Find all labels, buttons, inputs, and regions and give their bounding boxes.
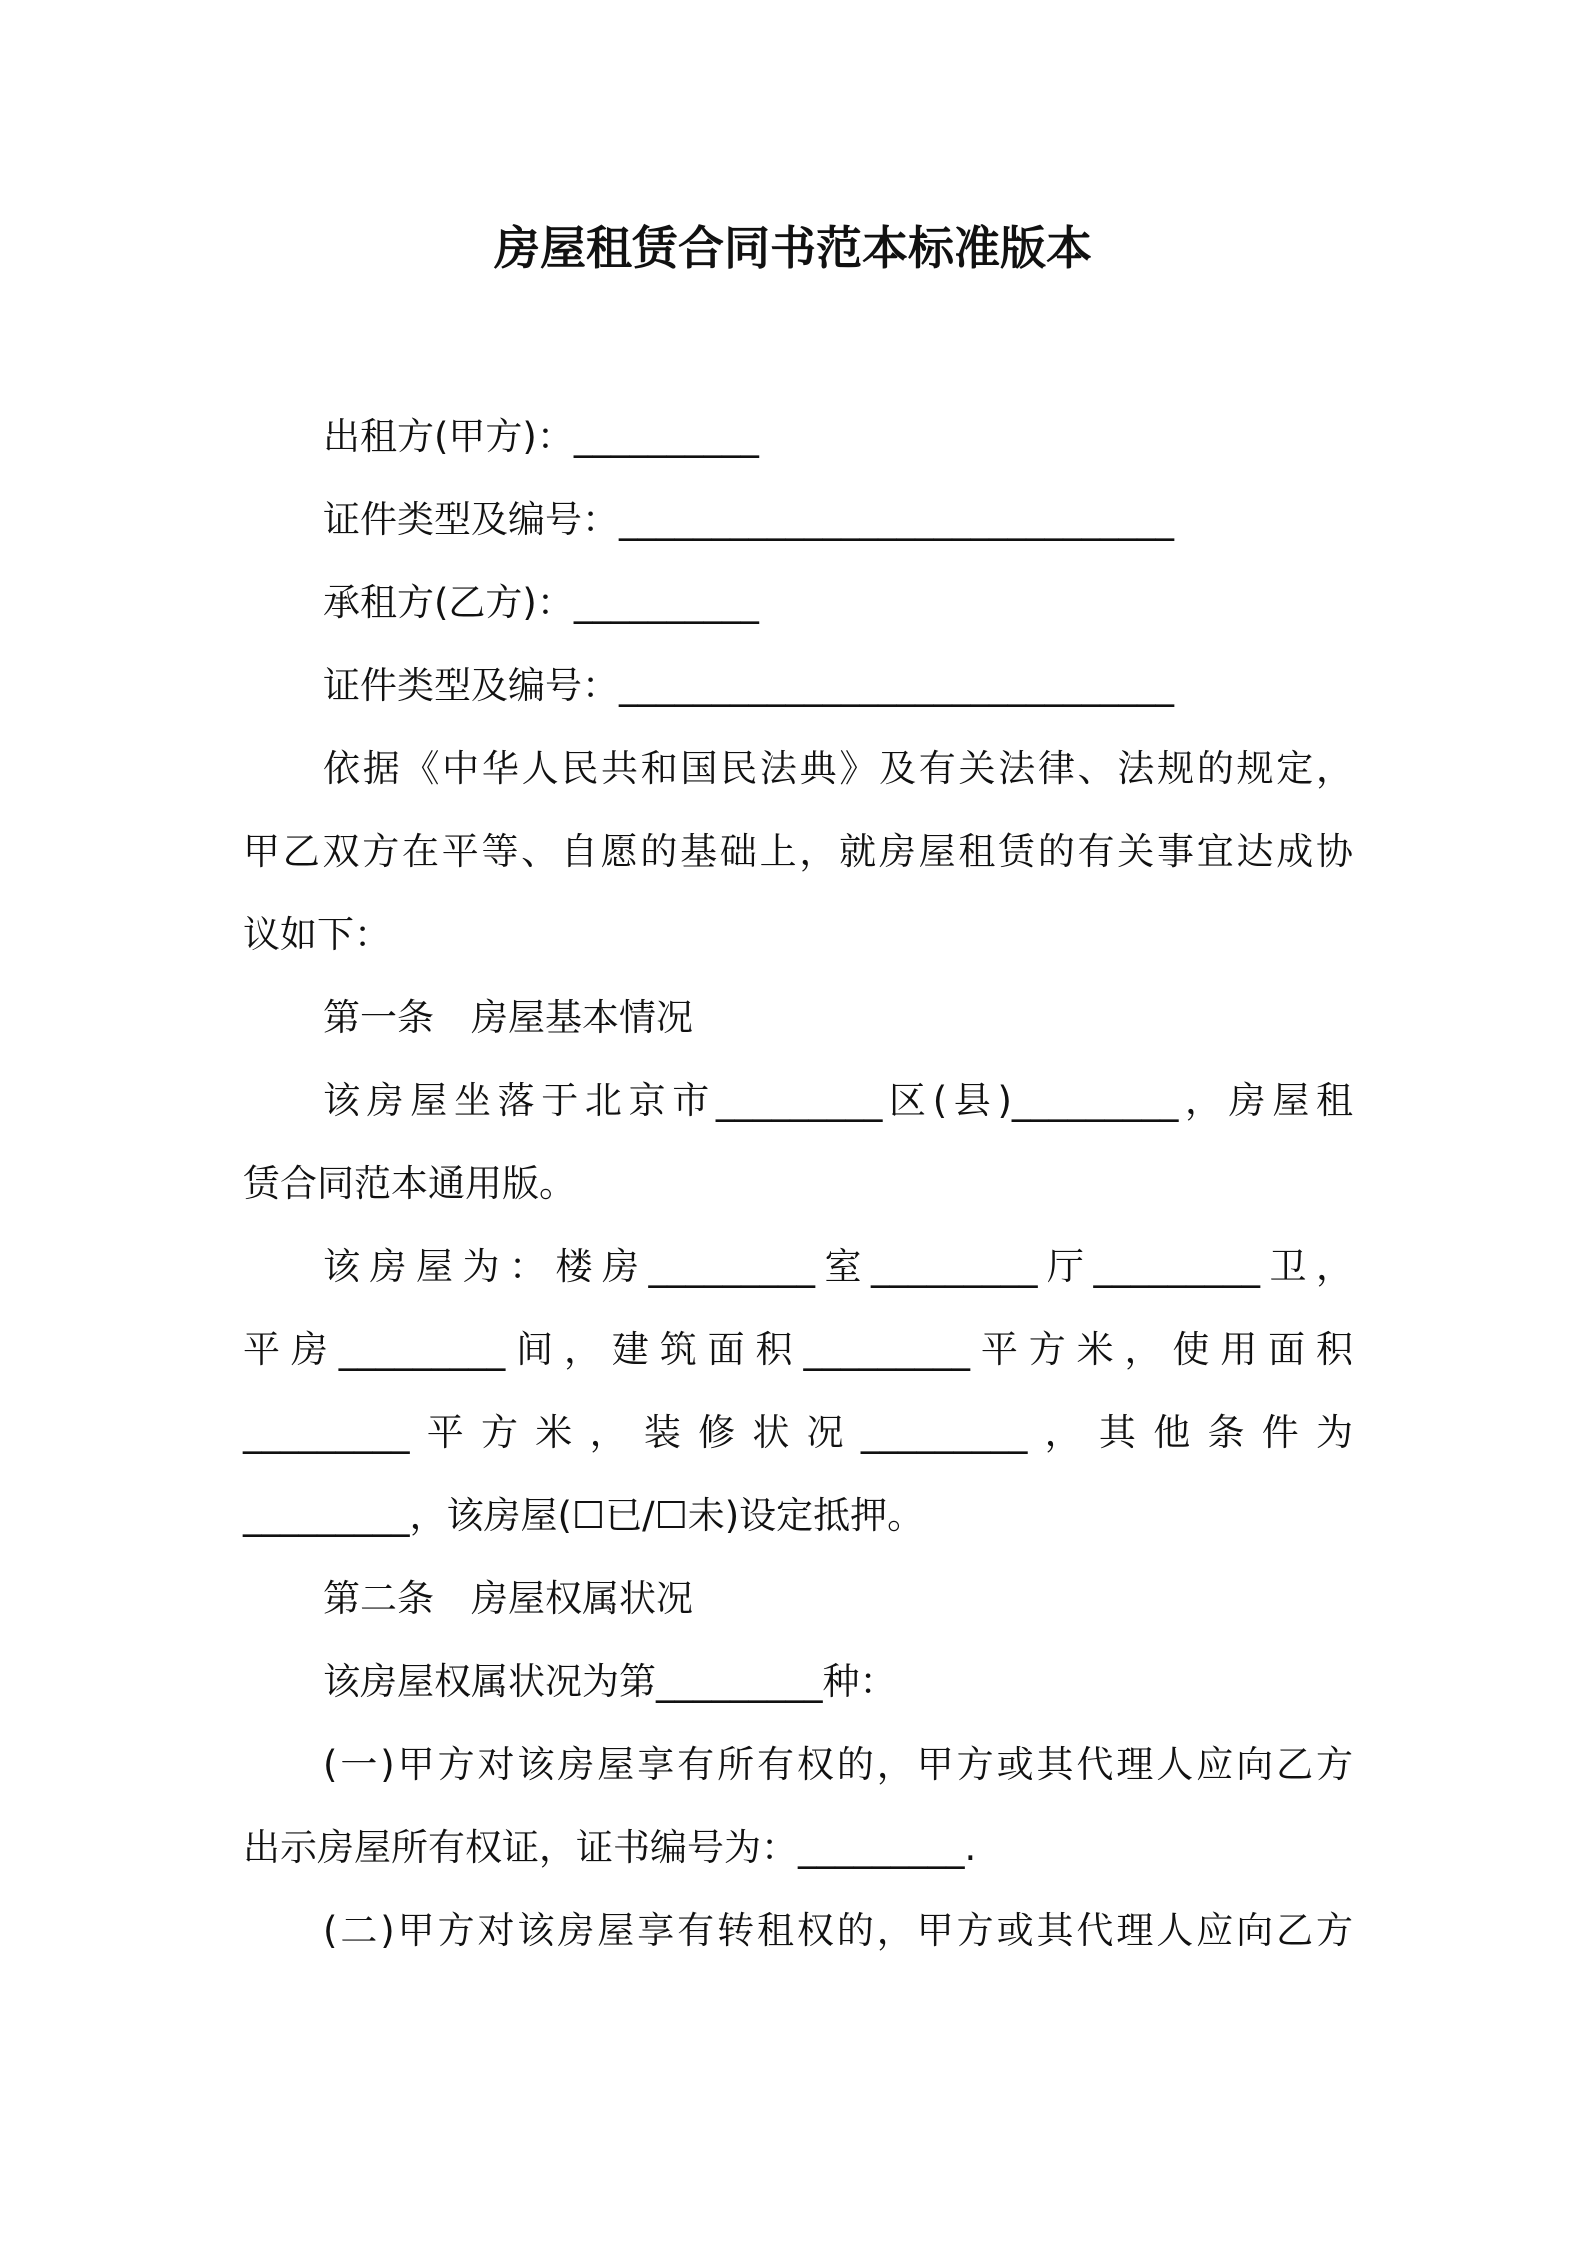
article-1-line-6: _________，该房屋(☐已/☐未)设定抵押。 [243, 1494, 925, 1537]
article-1-line-3: 该房屋为：楼房_________室_________厅_________卫， [323, 1245, 1353, 1288]
article-2-line-2: (一)甲方对该房屋享有所有权的，甲方或其代理人应向乙方 [323, 1743, 1353, 1786]
lessee-id-line: 证件类型及编号：______________________________ [323, 664, 1174, 707]
article-1-line-5: _________平方米，装修状况_________，其他条件为 [243, 1411, 1353, 1454]
document-body [243, 395, 1353, 1972]
basis-line-2: 甲乙双方在平等、自愿的基础上，就房屋租赁的有关事宜达成协 [243, 830, 1353, 873]
article-1-line-1: 该房屋坐落于北京市_________区(县)_________，房屋租 [323, 1079, 1353, 1122]
article-2-line-4: (二)甲方对该房屋享有转租权的，甲方或其代理人应向乙方 [323, 1909, 1353, 1952]
article-1-line-4: 平房_________间，建筑面积_________平方米，使用面积 [243, 1328, 1353, 1371]
article-2-heading: 第二条 房屋权属状况 [323, 1577, 693, 1620]
basis-line-3: 议如下： [243, 913, 391, 956]
lessor-line: 出租方(甲方)：__________ [323, 415, 759, 458]
article-1-line-2: 赁合同范本通用版。 [243, 1162, 576, 1205]
article-1-heading: 第一条 房屋基本情况 [323, 996, 693, 1039]
article-2-line-1: 该房屋权属状况为第_________种： [323, 1660, 897, 1703]
basis-line-1: 依据《中华人民共和国民法典》及有关法律、法规的规定， [323, 747, 1353, 790]
article-2-line-3: 出示房屋所有权证，证书编号为：_________. [243, 1826, 977, 1869]
document-title: 房屋租赁合同书范本标准版本 [494, 221, 1092, 275]
lessee-line: 承租方(乙方)：__________ [323, 581, 759, 624]
lessor-id-line: 证件类型及编号：______________________________ [323, 498, 1174, 541]
